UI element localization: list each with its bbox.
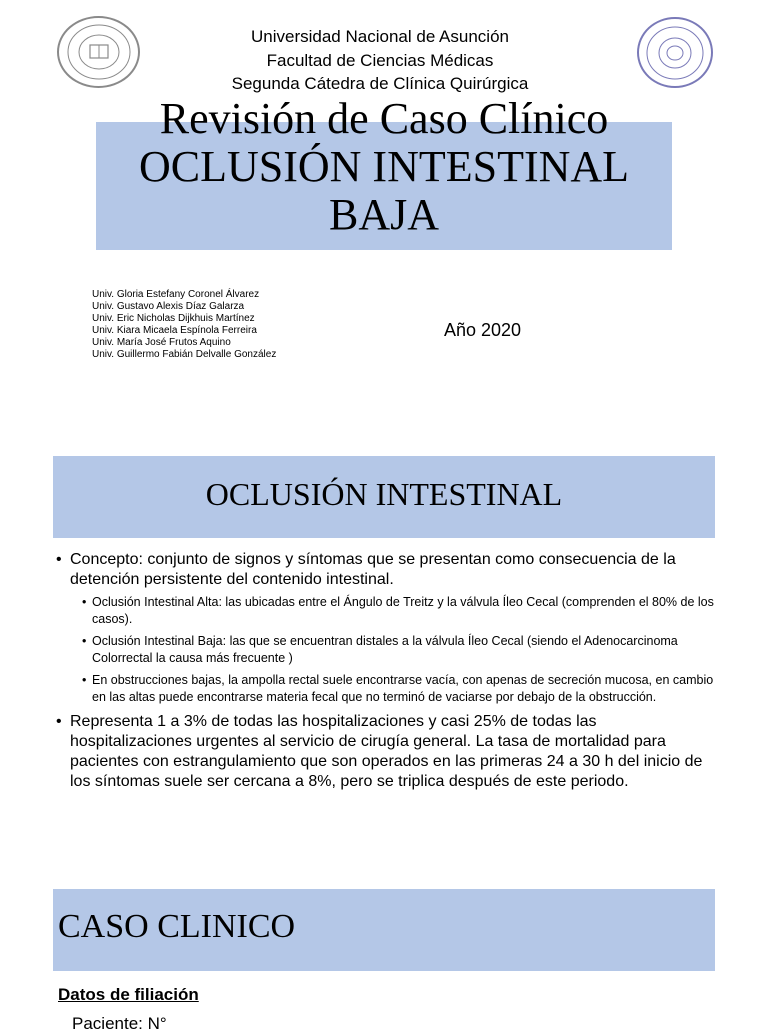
university-seal-right-icon [637,17,713,88]
sub-bullet-baja: • Oclusión Intestinal Baja: las que se encuentran distales a la válvula Íleo Cecal (siendo el Adenocarcinoma Colorrectal la causa más frecuente ) [56,633,716,667]
title-line-1: Revisión de Caso Clínico [159,94,609,143]
faculty-name: Facultad de Ciencias Médicas [266,51,494,70]
author-item: Univ. María José Frutos Aquino [92,337,231,348]
paciente-line: Paciente: N° [72,1014,167,1033]
author-item: Univ. Gloria Estefany Coronel Álvarez [92,289,260,300]
sub-bullet-alta: • Oclusión Intestinal Alta: las ubicadas entre el Ángulo de Treitz y la válvula Íleo Cecal (comprenden el 80% de los casos). [56,594,716,628]
bullet-representa: • Representa 1 a 3% de todas las hospitalizaciones y casi 25% de todas las hospitalizaciones urgentes al servicio de cirugía general. La tasa de mortalidad para pacientes con estrangulamiento que son operados en las primeras 24 a 30 h del inicio de los síntomas suele ser cercana a 8%, pero se triplica después de este periodo. [56,712,716,792]
presentation-title [96,95,672,239]
chair-name: Segunda Cátedra de Clínica Quirúrgica [231,74,529,93]
sub-bullet-obstrucciones: • En obstrucciones bajas, la ampolla rectal suele encontrarse vacía, con apenas de secreción mucosa, en cambio en las altas puede encontrarse materia fecal que no terminó de vaciarse por debajo de la obstrucción. [56,672,716,706]
subheading-filiacion: Datos de filiación [58,985,199,1004]
author-list [92,289,276,361]
author-item: Univ. Guillermo Fabián Delvalle González [92,349,277,360]
author-item: Univ. Eric Nicholas Dijkhuis Martínez [92,313,255,324]
university-seal-left-icon [57,16,140,88]
section-title-oclusion: OCLUSIÓN INTESTINAL [205,476,563,512]
sub-bullet-list [56,594,716,706]
section-title-caso: CASO CLINICO [58,908,296,945]
author-item: Univ. Kiara Micaela Espínola Ferreira [92,325,257,336]
title-line-3: BAJA [328,190,440,239]
year-label: Año 2020 [444,320,522,340]
university-name: Universidad Nacional de Asunción [251,27,509,46]
section-content [56,550,716,796]
author-item: Univ. Gustavo Alexis Díaz Galarza [92,301,245,312]
bullet-concepto: • Concepto: conjunto de signos y síntomas que se presentan como consecuencia de la detención persistente del contenido intestinal. [56,550,716,590]
title-line-2: OCLUSIÓN INTESTINAL [138,142,630,191]
